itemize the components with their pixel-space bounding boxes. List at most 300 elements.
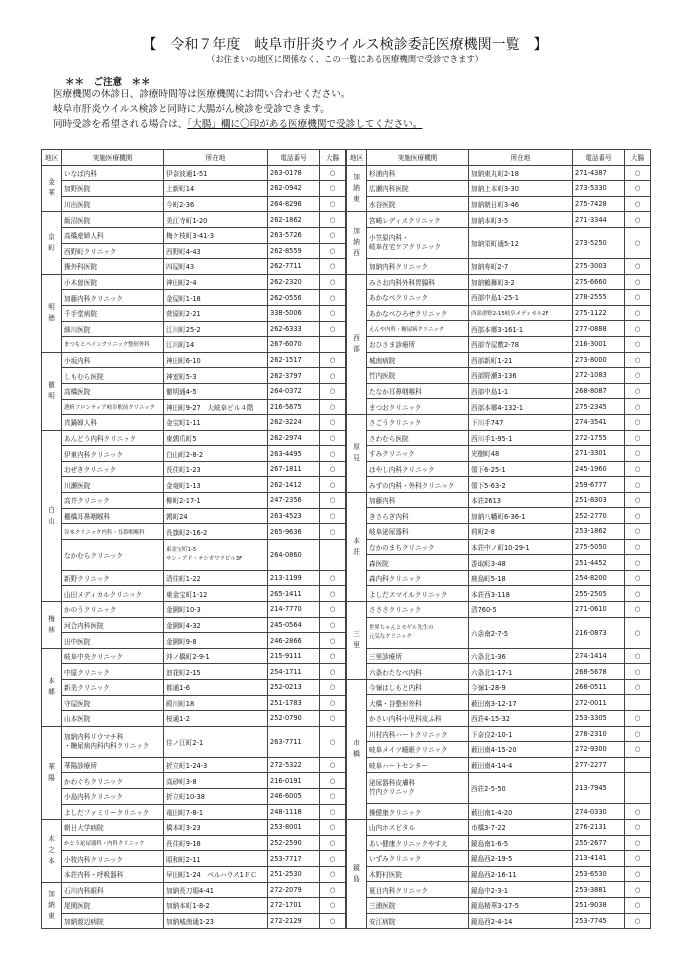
facility-name: 千手堂病院 <box>62 305 164 321</box>
facility-address: 長旗町2-16-2 <box>164 524 268 540</box>
table-row <box>42 680 346 696</box>
table-row <box>42 882 346 898</box>
colon-mark: ○ <box>625 617 651 648</box>
facility-address: 西荘4-15-32 <box>469 711 573 727</box>
colon-mark: ○ <box>320 321 346 337</box>
facility-name: 朝日大学病院 <box>62 820 164 836</box>
facility-phone: 264-0372 <box>268 383 320 399</box>
facility-name: かさい内科小児科皮ふ科 <box>367 711 469 727</box>
facility-name: 加納内科リウマチ科 ・糖尿病内科内科クリニック <box>62 726 164 757</box>
colon-mark: ○ <box>625 882 651 898</box>
facility-name: 加納内科クリニック <box>367 258 469 274</box>
colon-mark: ○ <box>625 539 651 555</box>
facility-address: 梅ケ枝町3-41-3 <box>164 227 268 243</box>
table-row <box>347 711 651 727</box>
colon-mark: ○ <box>320 913 346 929</box>
table-row <box>42 695 346 711</box>
table-row <box>347 757 651 773</box>
table-row <box>347 586 651 602</box>
facility-phone: 253-7745 <box>573 913 625 929</box>
table-row <box>347 555 651 571</box>
facility-name: 山田メディカルクリニック <box>62 586 164 602</box>
colon-mark: ○ <box>320 711 346 727</box>
facility-name: 加藤内科クリニック <box>62 290 164 306</box>
colon-mark: ○ <box>320 851 346 867</box>
facility-phone: 272-2079 <box>268 882 320 898</box>
facility-name: 宮崎レディスクリニック <box>367 212 469 228</box>
table-row <box>42 290 346 306</box>
facility-address: 折立町1-24-3 <box>164 757 268 773</box>
facility-name: 岐阜泌尿器科 <box>367 524 469 540</box>
colon-mark: ○ <box>320 773 346 789</box>
table-row <box>347 742 651 758</box>
facility-address: 今町2-36 <box>164 196 268 212</box>
facility-address: 下川手747 <box>469 414 573 430</box>
facility-address: 加納栄町通5-12 <box>469 227 573 258</box>
table-row <box>347 383 651 399</box>
facility-address: 加納上本町3-30 <box>469 181 573 197</box>
colon-mark: ○ <box>320 633 346 649</box>
colon-mark: ○ <box>625 555 651 571</box>
facility-name: 山本医院 <box>62 711 164 727</box>
facility-phone: 271-3344 <box>573 212 625 228</box>
table-row <box>347 726 651 742</box>
facility-address: 本荘中ノ町10-29-1 <box>469 539 573 555</box>
facility-address: 加納本町3-5 <box>469 212 573 228</box>
facility-address: 長住町9-18 <box>164 835 268 851</box>
facility-phone: 254-8200 <box>573 570 625 586</box>
facility-phone: 247-2356 <box>268 493 320 509</box>
page-title: 【 令和７年度 岐阜市肝炎ウイルス検診委託医療機関一覧 】 <box>142 37 548 53</box>
table-row <box>347 274 651 290</box>
colon-mark: ○ <box>625 711 651 727</box>
table-row <box>42 866 346 882</box>
facility-address: 柳町2-17-1 <box>164 493 268 509</box>
colon-mark: ○ <box>320 212 346 228</box>
table-row <box>42 181 346 197</box>
facility-address: 西野町4-43 <box>164 243 268 259</box>
table-row <box>42 648 346 664</box>
table-row <box>42 337 346 353</box>
facility-phone: 262-8559 <box>268 243 320 259</box>
table-row <box>347 290 651 306</box>
table-row <box>347 897 651 913</box>
facility-name: 岐阜メイツ睡眠クリニック <box>367 742 469 758</box>
facility-phone: 263-0178 <box>268 165 320 181</box>
table-row <box>347 882 651 898</box>
district-cell: 白 山 <box>42 430 62 601</box>
table-row <box>347 305 651 321</box>
facility-name: 加野医院 <box>62 181 164 197</box>
table-row <box>42 227 346 243</box>
facility-name: 小笠原内科・ 岐阜在宅ケアクリニック <box>367 227 469 258</box>
facility-phone: 275-3003 <box>573 258 625 274</box>
table-row <box>347 430 651 446</box>
facility-address: 今嶺1-28-9 <box>469 679 573 695</box>
facility-name: いなば内科 <box>62 165 164 181</box>
facility-phone: 264-0860 <box>268 539 320 570</box>
district-cell: 本 荘 <box>347 492 367 601</box>
table-row <box>347 461 651 477</box>
colon-mark: ○ <box>625 819 651 835</box>
facility-phone: 214-7770 <box>268 602 320 618</box>
facility-phone: 272-5322 <box>268 757 320 773</box>
facility-name: 森内科クリニック <box>367 570 469 586</box>
colon-mark: ○ <box>320 524 346 540</box>
facility-name: 川瀬医院 <box>62 477 164 493</box>
facility-phone: 276-2131 <box>573 819 625 835</box>
facility-address: 長住町1-23 <box>164 461 268 477</box>
colon-mark: ○ <box>625 835 651 851</box>
facility-phone: 268-5678 <box>573 664 625 680</box>
facility-phone: 277-0888 <box>573 321 625 337</box>
colon-mark: ○ <box>320 695 346 711</box>
facility-phone: 246-2866 <box>268 633 320 649</box>
table-row <box>347 773 651 804</box>
table-row <box>42 165 346 181</box>
facility-address: 荷町2-8 <box>469 524 573 540</box>
facility-phone: 268-8087 <box>573 383 625 399</box>
colon-mark: ○ <box>625 913 651 929</box>
colon-mark: ○ <box>625 290 651 306</box>
district-cell: 加 納 西 <box>347 212 367 274</box>
facility-address: 東金宝町1-12 <box>164 586 268 602</box>
facility-address: 加納東丸町2-18 <box>469 165 573 181</box>
facility-phone: 265-9636 <box>268 524 320 540</box>
facility-phone: 255-2505 <box>573 586 625 602</box>
table-row <box>42 757 346 773</box>
facility-name: 高橋医院 <box>62 383 164 399</box>
table-row <box>347 258 651 274</box>
facility-address: 領下6-25-1 <box>469 461 573 477</box>
facility-name: 棚橋耳鼻咽喉科 <box>62 508 164 524</box>
facility-name: 三浦医院 <box>367 897 469 913</box>
facility-name: おぜきクリニック <box>62 461 164 477</box>
facility-name: 川村内科ハートクリニック <box>367 726 469 742</box>
facility-address: 徹明通4-5 <box>164 383 268 399</box>
facility-address: 西川手1-95-1 <box>469 430 573 446</box>
colon-mark: ○ <box>625 305 651 321</box>
facility-phone: 262-0556 <box>268 290 320 306</box>
table-row <box>347 664 651 680</box>
colon-mark: ○ <box>625 196 651 212</box>
colon-mark: ○ <box>320 664 346 680</box>
facility-address: 薮田南4-15-20 <box>469 742 573 758</box>
table-row <box>347 336 651 352</box>
colon-mark: ○ <box>625 461 651 477</box>
facility-name: 真鍋婦人科 <box>62 415 164 431</box>
facility-name: よしだスマイルクリニック <box>367 586 469 602</box>
facility-name: 森医院 <box>367 555 469 571</box>
colon-mark: ○ <box>625 181 651 197</box>
table-row <box>42 524 346 540</box>
table-row <box>42 835 346 851</box>
facility-phone: 274-0330 <box>573 804 625 820</box>
table-row <box>42 477 346 493</box>
facility-phone: 255-2677 <box>573 835 625 851</box>
facility-name: あかなべクリニック <box>367 290 469 306</box>
facility-address: 竜田町7-8-1 <box>164 804 268 820</box>
district-cell: 金 華 <box>42 165 62 212</box>
left-table-header <box>42 150 346 166</box>
facility-phone: 251-1783 <box>268 695 320 711</box>
facility-phone: 272-1083 <box>573 368 625 384</box>
left-table-body <box>42 165 346 929</box>
facility-phone: 251-2530 <box>268 866 320 882</box>
facility-phone: 253-7717 <box>268 851 320 867</box>
facility-phone: 263-4523 <box>268 508 320 524</box>
notice-line-1: 医療機関の休診日、診療時間等は医療機関にお問い合わせください。 <box>53 89 351 100</box>
facility-address: 西部新町1-21 <box>469 352 573 368</box>
table-row <box>347 368 651 384</box>
table-row <box>347 212 651 228</box>
table-row <box>42 461 346 477</box>
district-cell: 徹 明 <box>42 352 62 430</box>
facility-address: 金屋町1-18 <box>164 290 268 306</box>
facility-phone: 263-4495 <box>268 446 320 462</box>
colon-mark: ○ <box>625 212 651 228</box>
facility-phone: 252-0213 <box>268 680 320 696</box>
notice-heading: ＊＊ ご注意 ＊＊ <box>65 77 151 88</box>
facility-name: なかのまちクリニック <box>367 539 469 555</box>
colon-mark: ○ <box>625 274 651 290</box>
district-cell: 木 之 本 <box>42 820 62 882</box>
facility-phone: 275-5050 <box>573 539 625 555</box>
facility-name: 高井クリニック <box>62 493 164 509</box>
colon-mark: ○ <box>320 243 346 259</box>
facility-address: 清760-5 <box>469 602 573 618</box>
facility-address: 早田町1-24 ベルハウス1ＦＣ <box>164 866 268 882</box>
colon-mark: ○ <box>320 399 346 415</box>
facility-address: 東金宝町1-5 サン・アド・テシガワラビル3F <box>164 539 268 570</box>
facility-address: 鹿島町5-18 <box>469 570 573 586</box>
table-row <box>42 352 346 368</box>
facility-phone: 252-0790 <box>268 711 320 727</box>
district-cell: 市 橋 <box>347 679 367 819</box>
facility-address: 鏡島中2-3-1 <box>469 882 573 898</box>
colon-mark: ○ <box>320 181 346 197</box>
colon-mark: ○ <box>625 866 651 882</box>
table-row <box>42 788 346 804</box>
facility-phone: 273-8000 <box>573 352 625 368</box>
colon-mark <box>320 539 346 570</box>
table-row <box>347 570 651 586</box>
colon-mark: ○ <box>320 196 346 212</box>
table-row <box>42 259 346 275</box>
table-row <box>42 243 346 259</box>
facility-name: あんどう内科クリニック <box>62 430 164 446</box>
header-address: 所在地 <box>469 150 573 166</box>
colon-mark: ○ <box>320 352 346 368</box>
facility-address: 神田町6-10 <box>164 352 268 368</box>
facility-address: 六条南2-7-5 <box>469 617 573 648</box>
table-row <box>42 804 346 820</box>
table-row <box>347 227 651 258</box>
table-row <box>42 851 346 867</box>
facility-name: 小木曽医院 <box>62 274 164 290</box>
facility-phone: 262-3797 <box>268 368 320 384</box>
facility-address: 六条北1-17-1 <box>469 664 573 680</box>
table-row <box>42 539 346 570</box>
facility-phone: 267-6070 <box>268 337 320 353</box>
table-row <box>347 539 651 555</box>
facility-phone: 273-5330 <box>573 181 625 197</box>
header-colon: 大腸 <box>320 150 346 166</box>
facility-address: 西部中島1-1 <box>469 383 573 399</box>
right-table-header <box>347 150 651 166</box>
facility-name: さごうクリニック <box>367 414 469 430</box>
facility-address: 加納鶴舞町3-2 <box>469 274 573 290</box>
facility-phone: 215-9111 <box>268 648 320 664</box>
facility-address: 鏡島西2-16-11 <box>469 866 573 882</box>
facility-phone: 262-2320 <box>268 274 320 290</box>
facility-name: 今嶺はしもと内科 <box>367 679 469 695</box>
facility-address: 加納本町1-8-2 <box>164 898 268 914</box>
facility-phone: 262-1412 <box>268 477 320 493</box>
facility-address: 金竜町1-13 <box>164 477 268 493</box>
facility-name: いずみクリニック <box>367 851 469 867</box>
colon-mark: ○ <box>320 430 346 446</box>
facility-name: 操外科医院 <box>62 259 164 275</box>
facility-address: 鶉町24 <box>164 508 268 524</box>
facility-phone: 275-1122 <box>573 305 625 321</box>
facility-name: 城南病院 <box>367 352 469 368</box>
facility-name: えんや内科・糖尿病クリニック <box>367 321 469 337</box>
table-row <box>42 586 346 602</box>
facility-address: 加納城南通1-23 <box>164 913 268 929</box>
facility-address: 沖ノ橋町2-9-1 <box>164 648 268 664</box>
facility-name: 石川内科眼科 <box>62 882 164 898</box>
table-row <box>42 493 346 509</box>
colon-mark: ○ <box>625 602 651 618</box>
facility-address: 加納長刀堀4-41 <box>164 882 268 898</box>
table-row <box>347 196 651 212</box>
facility-name: 守屋医院 <box>62 695 164 711</box>
facility-address: 金宝町1-11 <box>164 415 268 431</box>
colon-mark: ○ <box>320 570 346 586</box>
facility-address: 江川町14 <box>164 337 268 353</box>
facility-address: 神田町9-27 大岐阜ビル４階 <box>164 399 268 415</box>
facility-address: 西部野瀬3-136 <box>469 368 573 384</box>
facility-name: 水谷医院 <box>367 196 469 212</box>
facility-phone: 251-8303 <box>573 492 625 508</box>
table-row <box>42 898 346 914</box>
facility-name: みさお内科外科胃腸科 <box>367 274 469 290</box>
facility-name: 泌尿器科皮膚科 竹内クリニック <box>367 773 469 804</box>
header-phone: 電話番号 <box>268 150 320 166</box>
facility-address: 鏡島精華3-17-5 <box>469 897 573 913</box>
facility-name: 夏目内科クリニック <box>367 882 469 898</box>
facility-name: かとう泌尿器科・内科クリニック <box>62 835 164 851</box>
table-row <box>347 913 651 929</box>
colon-mark: ○ <box>320 898 346 914</box>
facility-name: はやし内科クリニック <box>367 461 469 477</box>
colon-mark: ○ <box>625 492 651 508</box>
facility-phone: 262-0942 <box>268 181 320 197</box>
colon-mark: ○ <box>320 882 346 898</box>
table-row <box>347 866 651 882</box>
facility-phone: 268-0511 <box>573 679 625 695</box>
table-row <box>347 446 651 462</box>
facility-name: あかなべひろせクリニック <box>367 305 469 321</box>
facility-phone: 251-9038 <box>573 897 625 913</box>
page-subtitle: （お住まいの地区に関係なく、この一覧にある医療機関で受診できます） <box>206 54 484 64</box>
facility-phone: 338-5006 <box>268 305 320 321</box>
colon-mark: ○ <box>320 415 346 431</box>
facility-name: 操健康クリニック <box>367 804 469 820</box>
facility-phone: 253-3881 <box>573 882 625 898</box>
table-row <box>42 196 346 212</box>
facility-phone: 216-0873 <box>573 617 625 648</box>
colon-mark: ○ <box>320 461 346 477</box>
facility-address: 薮田南4-14-4 <box>469 757 573 773</box>
colon-mark: ○ <box>320 602 346 618</box>
facility-name: 透析フロンティア岐阜駅前クリニック <box>62 399 164 415</box>
facility-phone: 272-1755 <box>573 430 625 446</box>
facility-address: 菅原町2-21 <box>164 305 268 321</box>
facility-address: 薮田南3-12-17 <box>469 695 573 711</box>
facility-phone: 271-4387 <box>573 165 625 181</box>
notice-line-3-underlined: 「大腸」欄に〇印がある医療機関で受診してください。 <box>187 119 423 130</box>
colon-mark: ○ <box>625 399 651 415</box>
colon-mark: ○ <box>625 383 651 399</box>
facility-phone: 262-1862 <box>268 212 320 228</box>
colon-mark <box>320 337 346 353</box>
colon-mark: ○ <box>625 508 651 524</box>
facility-name: 六条わたなべ内科 <box>367 664 469 680</box>
colon-mark: ○ <box>625 165 651 181</box>
header-address: 所在地 <box>164 150 268 166</box>
facility-phone: 271-3301 <box>573 446 625 462</box>
notice-line-2: 岐阜市肝炎ウイルス検診と同時に大腸がん検診を受診できます。 <box>53 104 330 115</box>
facility-phone: 267-1811 <box>268 461 320 477</box>
facility-phone: 272-1701 <box>268 898 320 914</box>
district-cell: 鏡 島 <box>347 819 367 928</box>
facility-address: 江川町25-2 <box>164 321 268 337</box>
header-district: 地区 <box>42 150 62 166</box>
colon-mark: ○ <box>625 742 651 758</box>
facility-name: 小島内科クリニック <box>62 788 164 804</box>
colon-mark: ○ <box>320 820 346 836</box>
table-row <box>42 321 346 337</box>
facility-phone: 275-6660 <box>573 274 625 290</box>
facility-name: 広瀬内科医院 <box>367 181 469 197</box>
header-name: 実施医療機関 <box>62 150 164 166</box>
facility-phone: 262-7711 <box>268 259 320 275</box>
facility-name: 木野村医院 <box>367 866 469 882</box>
facility-address: 四屋町43 <box>164 259 268 275</box>
facility-address: 伊奈波通1-51 <box>164 165 268 181</box>
facility-phone: 262-3224 <box>268 415 320 431</box>
facility-address: 西荘2-5-50 <box>469 773 573 804</box>
facility-name: しもむら医院 <box>62 368 164 384</box>
colon-mark: ○ <box>320 290 346 306</box>
facility-name: すみクリニック <box>367 446 469 462</box>
district-cell: 西 部 <box>347 274 367 414</box>
facility-address: 白山町2-8-2 <box>164 446 268 462</box>
facility-phone: 272-0011 <box>573 695 625 711</box>
facility-phone: 254-1711 <box>268 664 320 680</box>
table-row <box>42 383 346 399</box>
facility-address: 西部本郷3-161-1 <box>469 321 573 337</box>
colon-mark: ○ <box>320 835 346 851</box>
table-row <box>347 602 651 618</box>
facility-phone: 213-1199 <box>268 570 320 586</box>
facility-name: 杉浦内科 <box>367 165 469 181</box>
colon-mark: ○ <box>625 446 651 462</box>
table-row <box>347 835 651 851</box>
facility-address: 鏡島南1-6-5 <box>469 835 573 851</box>
